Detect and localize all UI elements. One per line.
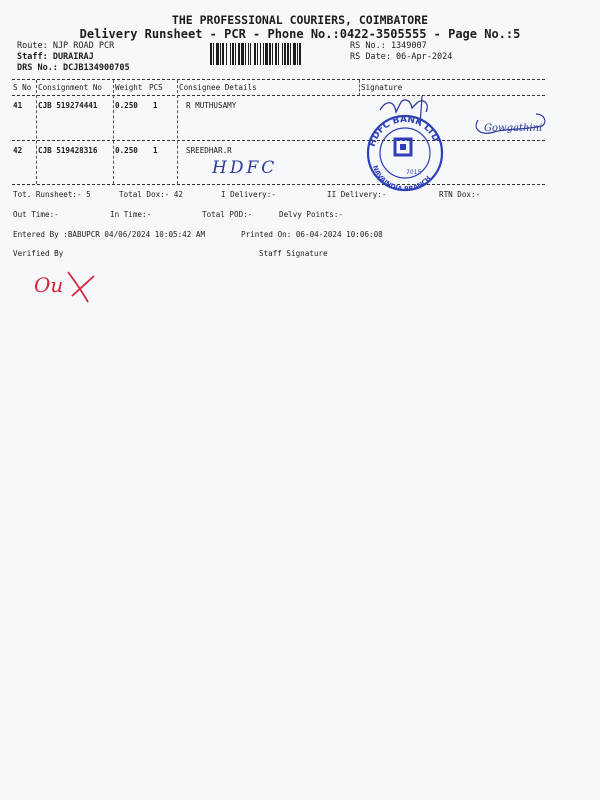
row-42-consignment: CJB 519428316: [38, 146, 98, 155]
barcode-bar: [232, 43, 234, 65]
barcode-bar: [210, 43, 212, 65]
handwritten-hdfc: HDFC: [212, 158, 278, 178]
barcode-graphic: [210, 43, 340, 65]
barcode-bar: [235, 43, 236, 65]
row-41-weight: 0.250: [115, 101, 138, 110]
col-signature: Signature: [361, 83, 403, 92]
col-pcs: PCS: [149, 83, 163, 92]
stamp-inner-ring: [380, 128, 430, 178]
barcode-bar: [282, 43, 283, 65]
verifier-slash: [68, 272, 88, 302]
ii-delivery: II Delivery:-: [327, 190, 387, 199]
row-42-pcs: 1: [153, 146, 158, 155]
stamp-top-text: HDFC BANK LTD: [367, 114, 441, 149]
hdfc-logo-center: [400, 144, 406, 150]
barcode-bar: [293, 43, 296, 65]
rtn-dox: RTN Dox:-: [439, 190, 481, 199]
barcode-bar: [278, 43, 279, 65]
in-time: In Time:-: [110, 210, 152, 219]
drs-number: DRS No.: DCJB134900705: [17, 63, 130, 73]
barcode-bar: [284, 43, 286, 65]
delvy-points: Delvy Points:-: [279, 210, 344, 219]
col-consignment: Consignment No: [38, 83, 103, 92]
barcode-bar: [241, 43, 244, 65]
route-label: Route: NJP ROAD PCR: [17, 41, 115, 51]
barcode-bar: [265, 43, 268, 65]
barcode-bar: [287, 43, 289, 65]
row-41-pcs: 1: [153, 101, 158, 110]
printed-on: Printed On: 06-04-2024 10:06:08: [241, 230, 383, 239]
barcode-bar: [213, 43, 214, 65]
barcode-bar: [250, 43, 251, 65]
out-time: Out Time:-: [13, 210, 59, 219]
barcode-bar: [230, 43, 231, 65]
entered-by: Entered By :BABUPCR 04/06/2024 10:05:42 AM: [13, 230, 206, 239]
barcode-bar: [226, 43, 227, 65]
verifier-initials: Ou: [34, 273, 64, 297]
barcode-bar: [290, 43, 291, 65]
barcode-bar: [222, 43, 224, 65]
staff-signature: Staff Signature: [259, 249, 328, 258]
company-name: THE PROFESSIONAL COURIERS, COIMBATORE: [171, 13, 429, 27]
row-41-sno: 41: [13, 101, 23, 110]
barcode-bar: [257, 43, 258, 65]
col-divider: [177, 80, 178, 184]
barcode-bar: [297, 43, 298, 65]
barcode-bar: [254, 43, 256, 65]
col-divider: [113, 80, 114, 184]
row-41-consignee: R MUTHUSAMY: [186, 101, 237, 110]
table-top-rule: [12, 79, 545, 80]
barcode-bar: [260, 43, 261, 65]
barcode-bar: [216, 43, 219, 65]
rs-number: RS No.: 1349007: [350, 41, 427, 51]
rs-date: RS Date: 06-Apr-2024: [350, 52, 453, 62]
barcode-bar: [263, 43, 264, 65]
row-41-consignment: CJB 519274441: [38, 101, 98, 110]
tot-runsheet: Tot. Runsheet:- 5: [13, 190, 91, 199]
signature-scribble: [380, 100, 427, 112]
row-42-consignee: SREEDHAR.R: [186, 146, 232, 155]
barcode-bar: [238, 43, 240, 65]
verified-by: Verified By: [13, 249, 64, 258]
i-delivery: I Delivery:-: [221, 190, 276, 199]
total-pod: Total POD:-: [202, 210, 253, 219]
col-divider: [36, 80, 37, 184]
runsheet-subtitle: Delivery Runsheet - PCR - Phone No.:0422-3505555 - Page No.:5: [79, 27, 521, 41]
consignee-signature: Gowgathini: [484, 123, 543, 134]
barcode-bar: [245, 43, 246, 65]
stamp-code: 7015: [406, 169, 422, 176]
stamp-bottom-text: NAVAINDIA BRANCH: [371, 164, 433, 194]
col-divider: [359, 80, 360, 96]
col-weight: Weight: [115, 83, 143, 92]
staff-label: Staff: DURAIRAJ: [17, 52, 94, 62]
barcode-bar: [269, 43, 271, 65]
col-sno: S No: [13, 83, 32, 92]
barcode-bar: [272, 43, 273, 65]
barcode-bar: [248, 43, 249, 65]
barcode-bar: [220, 43, 221, 65]
col-consignee: Consignee Details: [179, 83, 257, 92]
verifier-initials-mark: [28, 262, 108, 306]
barcode-bar: [299, 43, 301, 65]
row-42-sno: 42: [13, 146, 23, 155]
total-dox: Total Dox:- 42: [119, 190, 184, 199]
barcode: [210, 43, 340, 65]
barcode-bar: [275, 43, 277, 65]
row-42-weight: 0.250: [115, 146, 138, 155]
